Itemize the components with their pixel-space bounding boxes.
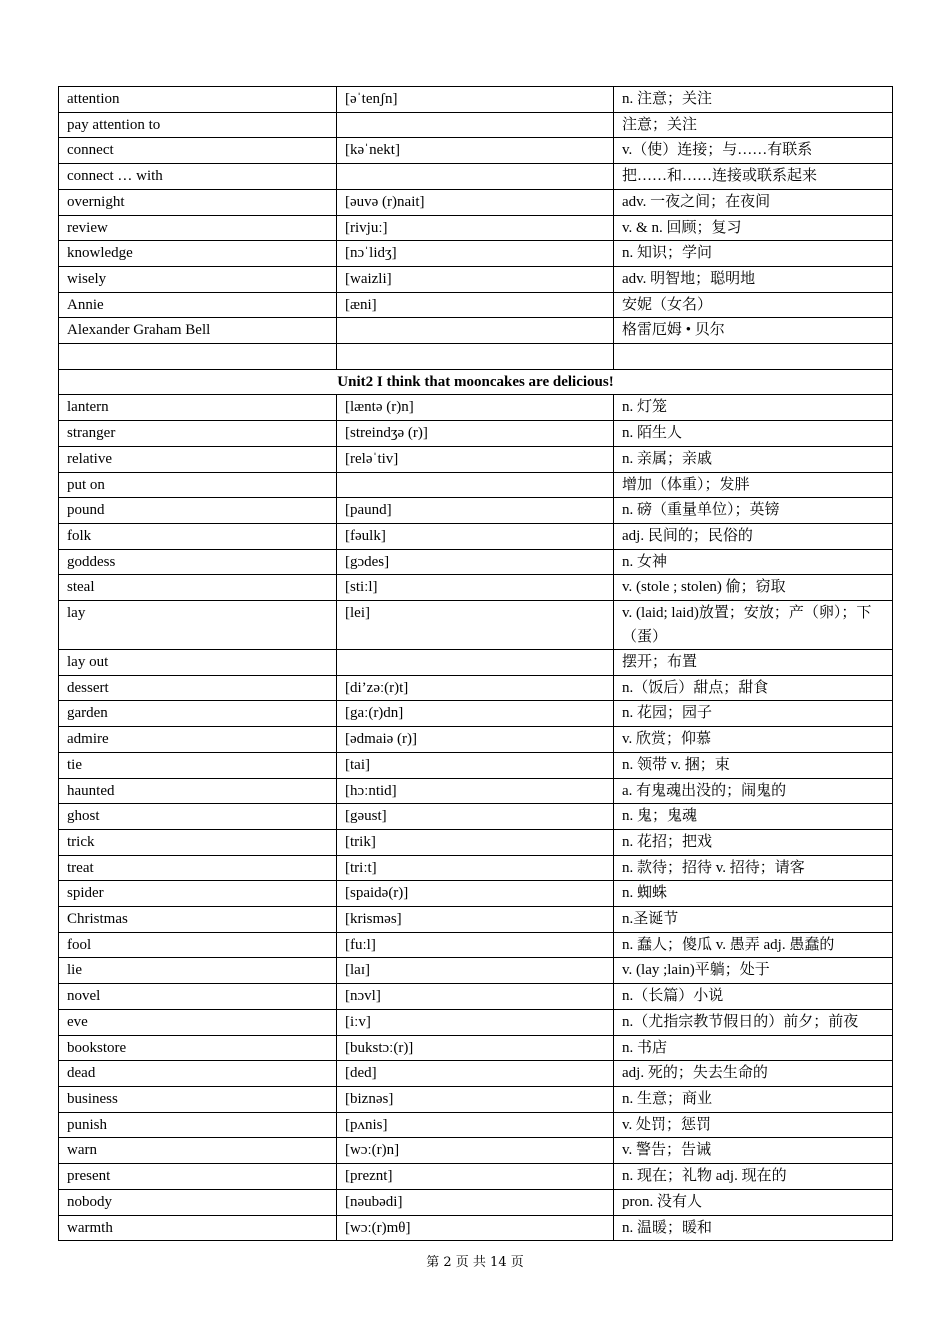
meaning-cell: n. 女神 — [614, 549, 893, 575]
word-cell: warmth — [59, 1215, 337, 1241]
meaning-cell: n.（长篇）小说 — [614, 984, 893, 1010]
table-row — [59, 1061, 893, 1087]
phonetic-cell: [reləˈtiv] — [337, 446, 614, 472]
meaning-cell: n. 生意；商业 — [614, 1087, 893, 1113]
word-cell: relative — [59, 446, 337, 472]
word-cell: review — [59, 215, 337, 241]
phonetic-cell: [əˈtenʃn] — [337, 87, 614, 113]
word-cell: Annie — [59, 292, 337, 318]
meaning-cell: v. 欣赏；仰慕 — [614, 727, 893, 753]
word-cell: stranger — [59, 421, 337, 447]
phonetic-cell: [trik] — [337, 829, 614, 855]
table-row — [59, 549, 893, 575]
phonetic-cell — [337, 344, 614, 370]
vocabulary-rows-unit1 — [59, 87, 893, 370]
phonetic-cell: [nɔvl] — [337, 984, 614, 1010]
phonetic-cell: [wɔː(r)n] — [337, 1138, 614, 1164]
meaning-cell: v. 处罚；惩罚 — [614, 1112, 893, 1138]
word-cell: tie — [59, 752, 337, 778]
word-cell: novel — [59, 984, 337, 1010]
word-cell: warn — [59, 1138, 337, 1164]
meaning-cell: 摆开；布置 — [614, 650, 893, 676]
phonetic-cell: [nɔˈlidʒ] — [337, 241, 614, 267]
word-cell: punish — [59, 1112, 337, 1138]
word-cell: ghost — [59, 804, 337, 830]
phonetic-cell: [waizli] — [337, 266, 614, 292]
phonetic-cell: [nəubədi] — [337, 1189, 614, 1215]
phonetic-cell: [ded] — [337, 1061, 614, 1087]
table-row — [59, 1164, 893, 1190]
table-row — [59, 266, 893, 292]
meaning-cell: n. 温暖；暖和 — [614, 1215, 893, 1241]
word-cell: trick — [59, 829, 337, 855]
word-cell: treat — [59, 855, 337, 881]
phonetic-cell: [di’zəː(r)t] — [337, 675, 614, 701]
phonetic-cell: [biznəs] — [337, 1087, 614, 1113]
phonetic-cell: [kəˈnekt] — [337, 138, 614, 164]
phonetic-cell: [rivjuː] — [337, 215, 614, 241]
word-cell: knowledge — [59, 241, 337, 267]
table-row — [59, 87, 893, 113]
phonetic-cell: [bukstɔː(r)] — [337, 1035, 614, 1061]
phonetic-cell: [krisməs] — [337, 907, 614, 933]
table-row — [59, 701, 893, 727]
phonetic-cell: [preznt] — [337, 1164, 614, 1190]
word-cell: pay attention to — [59, 112, 337, 138]
table-row — [59, 318, 893, 344]
table-row — [59, 164, 893, 190]
vocabulary-rows-unit2 — [59, 395, 893, 1241]
meaning-cell: n. 陌生人 — [614, 421, 893, 447]
table-row — [59, 523, 893, 549]
word-cell: garden — [59, 701, 337, 727]
meaning-cell: n. 灯笼 — [614, 395, 893, 421]
table-row — [59, 804, 893, 830]
table-row — [59, 575, 893, 601]
meaning-cell: n. 鬼；鬼魂 — [614, 804, 893, 830]
table-row — [59, 112, 893, 138]
phonetic-cell: [gaː(r)dn] — [337, 701, 614, 727]
phonetic-cell: [əuvə (r)nait] — [337, 189, 614, 215]
word-cell: bookstore — [59, 1035, 337, 1061]
meaning-cell: n. 注意；关注 — [614, 87, 893, 113]
phonetic-cell: [spaidə(r)] — [337, 881, 614, 907]
word-cell: pound — [59, 498, 337, 524]
phonetic-cell: [laɪ] — [337, 958, 614, 984]
table-row — [59, 292, 893, 318]
meaning-cell: n. 花招；把戏 — [614, 829, 893, 855]
word-cell: put on — [59, 472, 337, 498]
word-cell: present — [59, 1164, 337, 1190]
phonetic-cell: [læntə (r)n] — [337, 395, 614, 421]
table-row — [59, 1138, 893, 1164]
table-row — [59, 344, 893, 370]
table-row — [59, 958, 893, 984]
table-row — [59, 907, 893, 933]
word-cell: dessert — [59, 675, 337, 701]
meaning-cell: n.（尤指宗教节假日的）前夕；前夜 — [614, 1009, 893, 1035]
phonetic-cell: [æni] — [337, 292, 614, 318]
table-row — [59, 1112, 893, 1138]
meaning-cell: 注意；关注 — [614, 112, 893, 138]
word-cell: lantern — [59, 395, 337, 421]
meaning-cell: a. 有鬼魂出没的；闹鬼的 — [614, 778, 893, 804]
word-cell: attention — [59, 87, 337, 113]
table-row — [59, 498, 893, 524]
meaning-cell — [614, 344, 893, 370]
phonetic-cell — [337, 164, 614, 190]
word-cell: Christmas — [59, 907, 337, 933]
meaning-cell: adv. 一夜之间；在夜间 — [614, 189, 893, 215]
meaning-cell: n. 款待；招待 v. 招待；请客 — [614, 855, 893, 881]
phonetic-cell — [337, 112, 614, 138]
phonetic-cell: [pʌnis] — [337, 1112, 614, 1138]
table-row — [59, 778, 893, 804]
table-row — [59, 727, 893, 753]
word-cell: connect — [59, 138, 337, 164]
vocabulary-table — [58, 86, 893, 1241]
table-row — [59, 138, 893, 164]
meaning-cell: adv. 明智地；聪明地 — [614, 266, 893, 292]
word-cell: fool — [59, 932, 337, 958]
word-cell: Alexander Graham Bell — [59, 318, 337, 344]
meaning-cell: n.（饭后）甜点；甜食 — [614, 675, 893, 701]
table-row — [59, 189, 893, 215]
table-row — [59, 752, 893, 778]
phonetic-cell — [337, 472, 614, 498]
meaning-cell: v. (laid; laid)放置；安放；产（卵）；下（蛋） — [614, 601, 893, 650]
word-cell: eve — [59, 1009, 337, 1035]
phonetic-cell: [wɔː(r)mθ] — [337, 1215, 614, 1241]
meaning-cell: 安妮（女名） — [614, 292, 893, 318]
word-cell: lay — [59, 601, 337, 650]
table-row — [59, 984, 893, 1010]
meaning-cell: v. & n. 回顾；复习 — [614, 215, 893, 241]
phonetic-cell: [stiːl] — [337, 575, 614, 601]
word-cell: lie — [59, 958, 337, 984]
phonetic-cell: [fuːl] — [337, 932, 614, 958]
meaning-cell: n. 花园；园子 — [614, 701, 893, 727]
table-row — [59, 241, 893, 267]
word-cell: steal — [59, 575, 337, 601]
meaning-cell: v. (lay ;lain)平躺；处于 — [614, 958, 893, 984]
phonetic-cell: [gəust] — [337, 804, 614, 830]
word-cell: admire — [59, 727, 337, 753]
word-cell: goddess — [59, 549, 337, 575]
meaning-cell: pron. 没有人 — [614, 1189, 893, 1215]
meaning-cell: 增加（体重）；发胖 — [614, 472, 893, 498]
table-row — [59, 421, 893, 447]
word-cell: haunted — [59, 778, 337, 804]
phonetic-cell — [337, 650, 614, 676]
phonetic-cell: [lei] — [337, 601, 614, 650]
meaning-cell: 把……和……连接或联系起来 — [614, 164, 893, 190]
phonetic-cell: [ədmaiə (r)] — [337, 727, 614, 753]
phonetic-cell: [fəulk] — [337, 523, 614, 549]
phonetic-cell: [paund] — [337, 498, 614, 524]
word-cell: spider — [59, 881, 337, 907]
unit-header-row — [59, 369, 893, 395]
unit-header-section — [59, 369, 893, 395]
phonetic-cell: [streindʒə (r)] — [337, 421, 614, 447]
word-cell: wisely — [59, 266, 337, 292]
meaning-cell: n. 书店 — [614, 1035, 893, 1061]
table-row — [59, 855, 893, 881]
meaning-cell: n. 领带 v. 捆；束 — [614, 752, 893, 778]
word-cell: overnight — [59, 189, 337, 215]
table-row — [59, 1215, 893, 1241]
table-row — [59, 215, 893, 241]
meaning-cell: adj. 民间的；民俗的 — [614, 523, 893, 549]
phonetic-cell: [gɔdes] — [337, 549, 614, 575]
word-cell: lay out — [59, 650, 337, 676]
table-row — [59, 675, 893, 701]
unit-title: Unit2 I think that mooncakes are delicious! — [59, 369, 893, 395]
table-row — [59, 446, 893, 472]
phonetic-cell — [337, 318, 614, 344]
table-row — [59, 829, 893, 855]
table-row — [59, 1189, 893, 1215]
table-row — [59, 1035, 893, 1061]
phonetic-cell: [hɔːntid] — [337, 778, 614, 804]
table-row — [59, 932, 893, 958]
phonetic-cell: [tai] — [337, 752, 614, 778]
word-cell: dead — [59, 1061, 337, 1087]
word-cell: nobody — [59, 1189, 337, 1215]
table-row — [59, 881, 893, 907]
word-cell: connect … with — [59, 164, 337, 190]
meaning-cell: n. 亲属；亲戚 — [614, 446, 893, 472]
table-row — [59, 601, 893, 650]
word-cell: folk — [59, 523, 337, 549]
meaning-cell: 格雷厄姆 • 贝尔 — [614, 318, 893, 344]
page-footer: 第 2 页 共 14 页 — [426, 1255, 524, 1270]
meaning-cell: adj. 死的；失去生命的 — [614, 1061, 893, 1087]
meaning-cell: v. (stole ; stolen) 偷；窃取 — [614, 575, 893, 601]
meaning-cell: v.（使）连接；与……有联系 — [614, 138, 893, 164]
table-row — [59, 1087, 893, 1113]
meaning-cell: n. 蠢人；傻瓜 v. 愚弄 adj. 愚蠢的 — [614, 932, 893, 958]
meaning-cell: n. 蜘蛛 — [614, 881, 893, 907]
word-cell — [59, 344, 337, 370]
phonetic-cell: [iːv] — [337, 1009, 614, 1035]
table-row — [59, 1009, 893, 1035]
meaning-cell: v. 警告；告诫 — [614, 1138, 893, 1164]
word-cell: business — [59, 1087, 337, 1113]
meaning-cell: n. 现在；礼物 adj. 现在的 — [614, 1164, 893, 1190]
meaning-cell: n. 磅（重量单位）；英镑 — [614, 498, 893, 524]
table-row — [59, 650, 893, 676]
meaning-cell: n. 知识；学问 — [614, 241, 893, 267]
meaning-cell: n.圣诞节 — [614, 907, 893, 933]
phonetic-cell: [triːt] — [337, 855, 614, 881]
table-row — [59, 395, 893, 421]
table-row — [59, 472, 893, 498]
